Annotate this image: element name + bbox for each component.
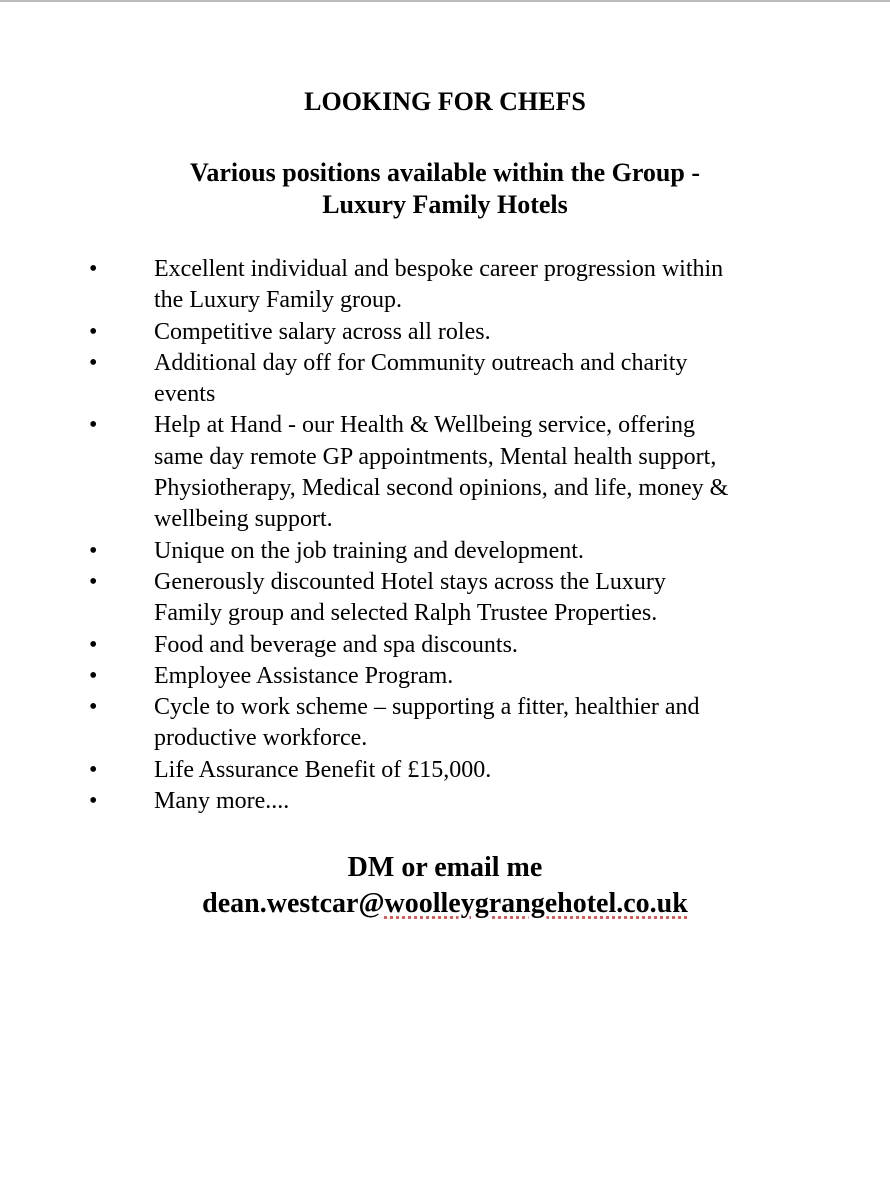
contact-email[interactable] — [0, 886, 890, 922]
benefit-item — [0, 410, 814, 535]
benefit-item — [0, 348, 814, 411]
bullet-icon: • — [89, 662, 98, 689]
benefit-line: Many more.... — [154, 788, 290, 815]
benefit-item — [0, 692, 814, 755]
benefit-line: Excellent individual and bespoke career progression within — [154, 256, 724, 282]
email-user: dean.westcar@ — [202, 888, 385, 919]
benefit-item — [0, 254, 814, 317]
subtitle-line-2: Luxury Family Hotels — [322, 190, 568, 219]
contact-prompt: DM or email me — [347, 852, 543, 883]
bullet-icon: • — [89, 256, 98, 282]
benefit-line: Food and beverage and spa discounts. — [154, 631, 518, 658]
benefit-line: Competitive salary across all roles. — [154, 318, 491, 345]
contact-block — [0, 850, 890, 922]
benefit-item — [0, 536, 814, 567]
benefit-line: Employee Assistance Program. — [154, 662, 454, 689]
benefit-item — [0, 567, 814, 630]
bullet-icon: • — [89, 318, 98, 345]
subtitle-line-1: Various positions available within the Group - — [190, 158, 700, 187]
page-title: LOOKING FOR CHEFS — [304, 87, 586, 116]
bullet-icon: • — [89, 694, 98, 721]
benefit-line: Cycle to work scheme – supporting a fitter, healthier and — [154, 694, 700, 721]
benefit-line: Family group and selected Ralph Trustee Properties. — [154, 600, 658, 627]
benefit-line: Additional day off for Community outreach and charity — [154, 349, 688, 376]
benefit-line: Life Assurance Benefit of £15,000. — [154, 756, 492, 783]
bullet-icon: • — [89, 631, 98, 658]
bullet-icon: • — [89, 349, 98, 376]
bullet-icon: • — [89, 412, 98, 439]
benefit-line: events — [154, 381, 216, 408]
benefit-item — [0, 755, 814, 786]
benefit-item — [0, 661, 814, 692]
benefit-item — [0, 317, 814, 348]
benefit-line: productive workforce. — [154, 725, 368, 752]
subtitle — [0, 157, 890, 221]
bullet-icon: • — [89, 537, 98, 564]
benefit-line: wellbeing support. — [154, 506, 333, 533]
bullet-icon: • — [89, 788, 98, 815]
benefit-item — [0, 630, 814, 661]
benefit-line: Unique on the job training and development. — [154, 537, 584, 564]
bullet-icon: • — [89, 756, 98, 783]
benefit-line: the Luxury Family group. — [154, 287, 402, 314]
bullet-icon: • — [89, 568, 98, 595]
benefit-item — [0, 786, 814, 817]
email-domain: woolleygrangehotel.co.uk — [384, 888, 688, 919]
benefit-line: Physiotherapy, Medical second opinions, and life, money & — [154, 475, 729, 502]
benefit-line: same day remote GP appointments, Mental health support, — [154, 443, 717, 470]
top-border — [0, 0, 890, 2]
benefits-list — [0, 254, 890, 817]
benefit-line: Generously discounted Hotel stays across the Luxury — [154, 568, 666, 595]
benefit-line: Help at Hand - our Health & Wellbeing service, offering — [154, 412, 696, 439]
